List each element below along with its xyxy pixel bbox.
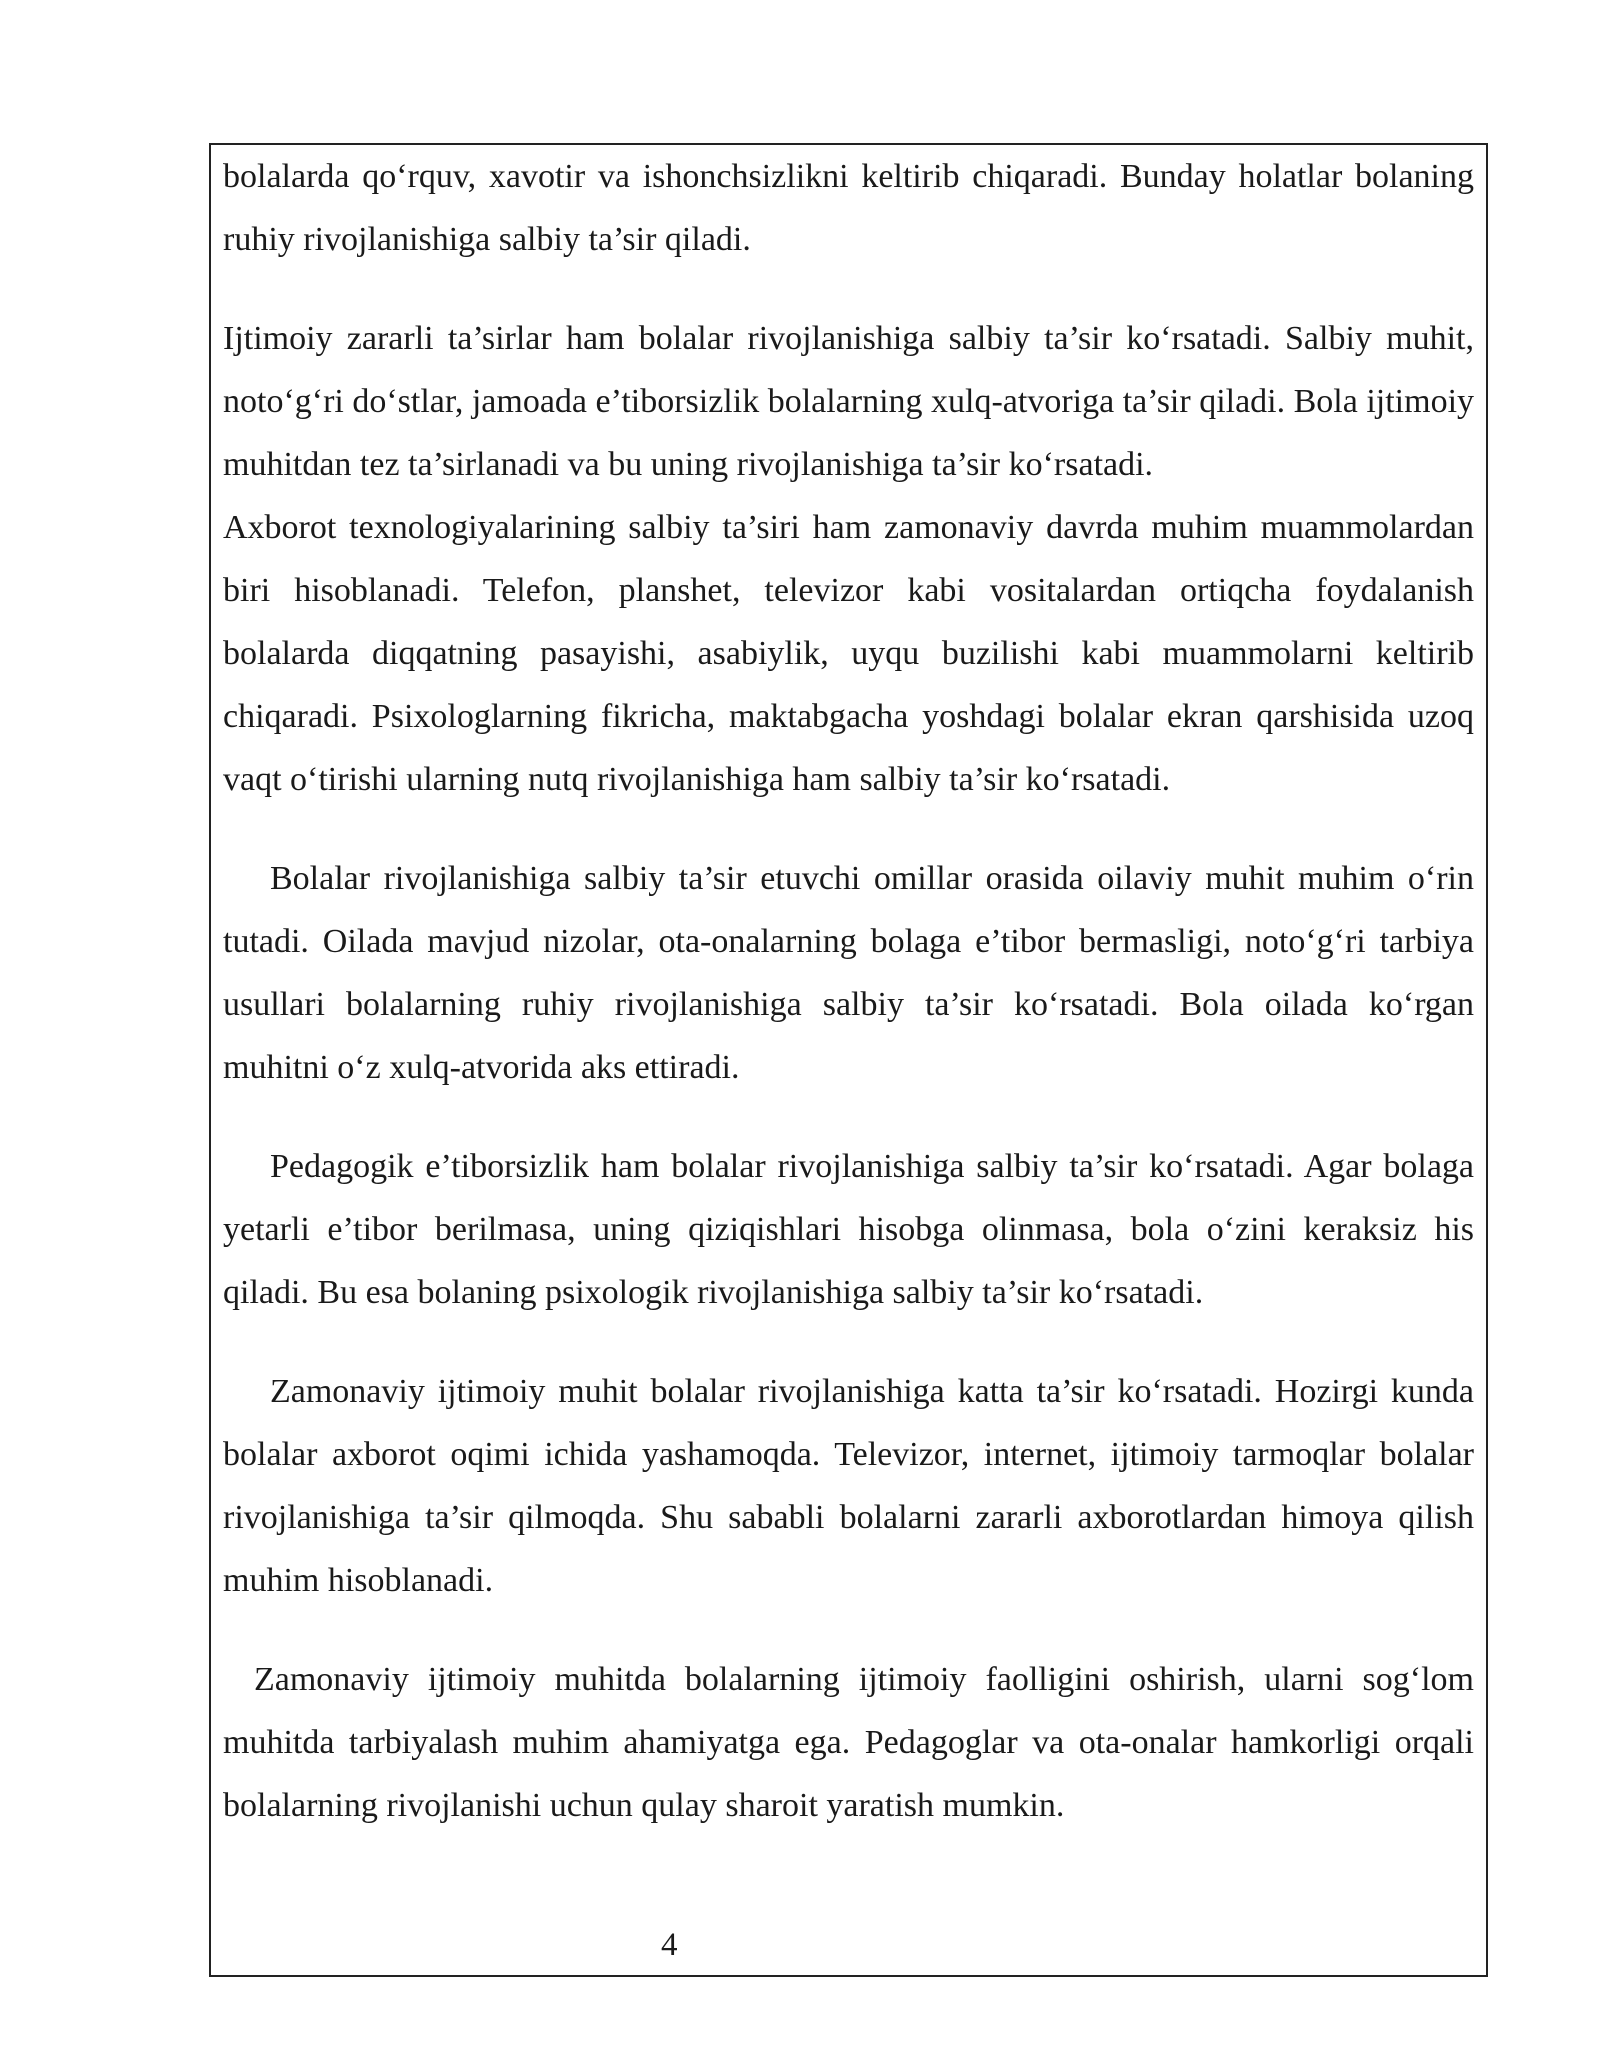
page-body (223, 145, 1474, 1873)
paragraph-1: bolalarda qo‘rquv, xavotir va ishonchsizlikni keltirib chiqaradi. Bunday holatlar bolaning ruhiy rivojlanishiga salbiy ta’sir qiladi. (223, 158, 1474, 258)
paragraph-4: Bolalar rivojlanishiga salbiy ta’sir etuvchi omillar orasida oilaviy muhit muhim o‘rin tutadi. Oilada mavjud nizolar, ota-onalarning bolaga e’tibor bermasligi, noto‘g‘ri tarbiya usullari bolalarning ruhiy rivojlanishiga salbiy ta’sir ko‘rsatadi. Bola oilada ko‘rgan muhitni o‘z xulq-atvorida aks ettiradi. (223, 860, 1474, 1086)
page-frame (209, 143, 1488, 1977)
paragraph-2: Ijtimoiy zararli ta’sirlar ham bolalar rivojlanishiga salbiy ta’sir ko‘rsatadi. Salbiy muhit, noto‘g‘ri do‘stlar, jamoada e’tiborsizlik bolalarning xulq-atvoriga ta’sir qiladi. Bola ijtimoiy muhitdan tez ta’sirlanadi va bu uning rivojlanishiga ta’sir ko‘rsatadi. (223, 320, 1475, 483)
paragraph-5: Pedagogik e’tiborsizlik ham bolalar rivojlanishiga salbiy ta’sir ko‘rsatadi. Agar bolaga yetarli e’tibor berilmasa, uning qiziqishlari hisobga olinmasa, bola o‘zini keraksiz his qiladi. Bu esa bolaning psixologik rivojlanishiga salbiy ta’sir ko‘rsatadi. (223, 1148, 1474, 1311)
paragraph-6: Zamonaviy ijtimoiy muhit bolalar rivojlanishiga katta ta’sir ko‘rsatadi. Hozirgi kunda bolalar axborot oqimi ichida yashamoqda. Televizor, internet, ijtimoiy tarmoqlar bolalar rivojlanishiga ta’sir qilmoqda. Shu sababli bolalarni zararli axborotlardan himoya qilish muhim hisoblanadi. (223, 1373, 1474, 1599)
paragraph-7: Zamonaviy ijtimoiy muhitda bolalarning ijtimoiy faolligini oshirish, ularni sog‘lom muhitda tarbiyalash muhim ahamiyatga ega. Pedagoglar va ota-onalar hamkorligi orqali bolalarning rivojlanishi uchun qulay sharoit yaratish mumkin. (223, 1661, 1474, 1824)
paragraph-3: Axborot texnologiyalarining salbiy ta’siri ham zamonaviy davrda muhim muammolardan biri hisoblanadi. Telefon, planshet, televizor kabi vositalardan ortiqcha foydalanish bolalarda diqqatning pasayishi, asabiylik, uyqu buzilishi kabi muammolarni keltirib chiqaradi. Psixologlarning fikricha, maktabgacha yoshdagi bolalar ekran qarshisida uzoq vaqt o‘tirishi ularning nutq rivojlanishiga ham salbiy ta’sir ko‘rsatadi. (223, 509, 1474, 798)
page-number: 4 (661, 1927, 678, 1963)
